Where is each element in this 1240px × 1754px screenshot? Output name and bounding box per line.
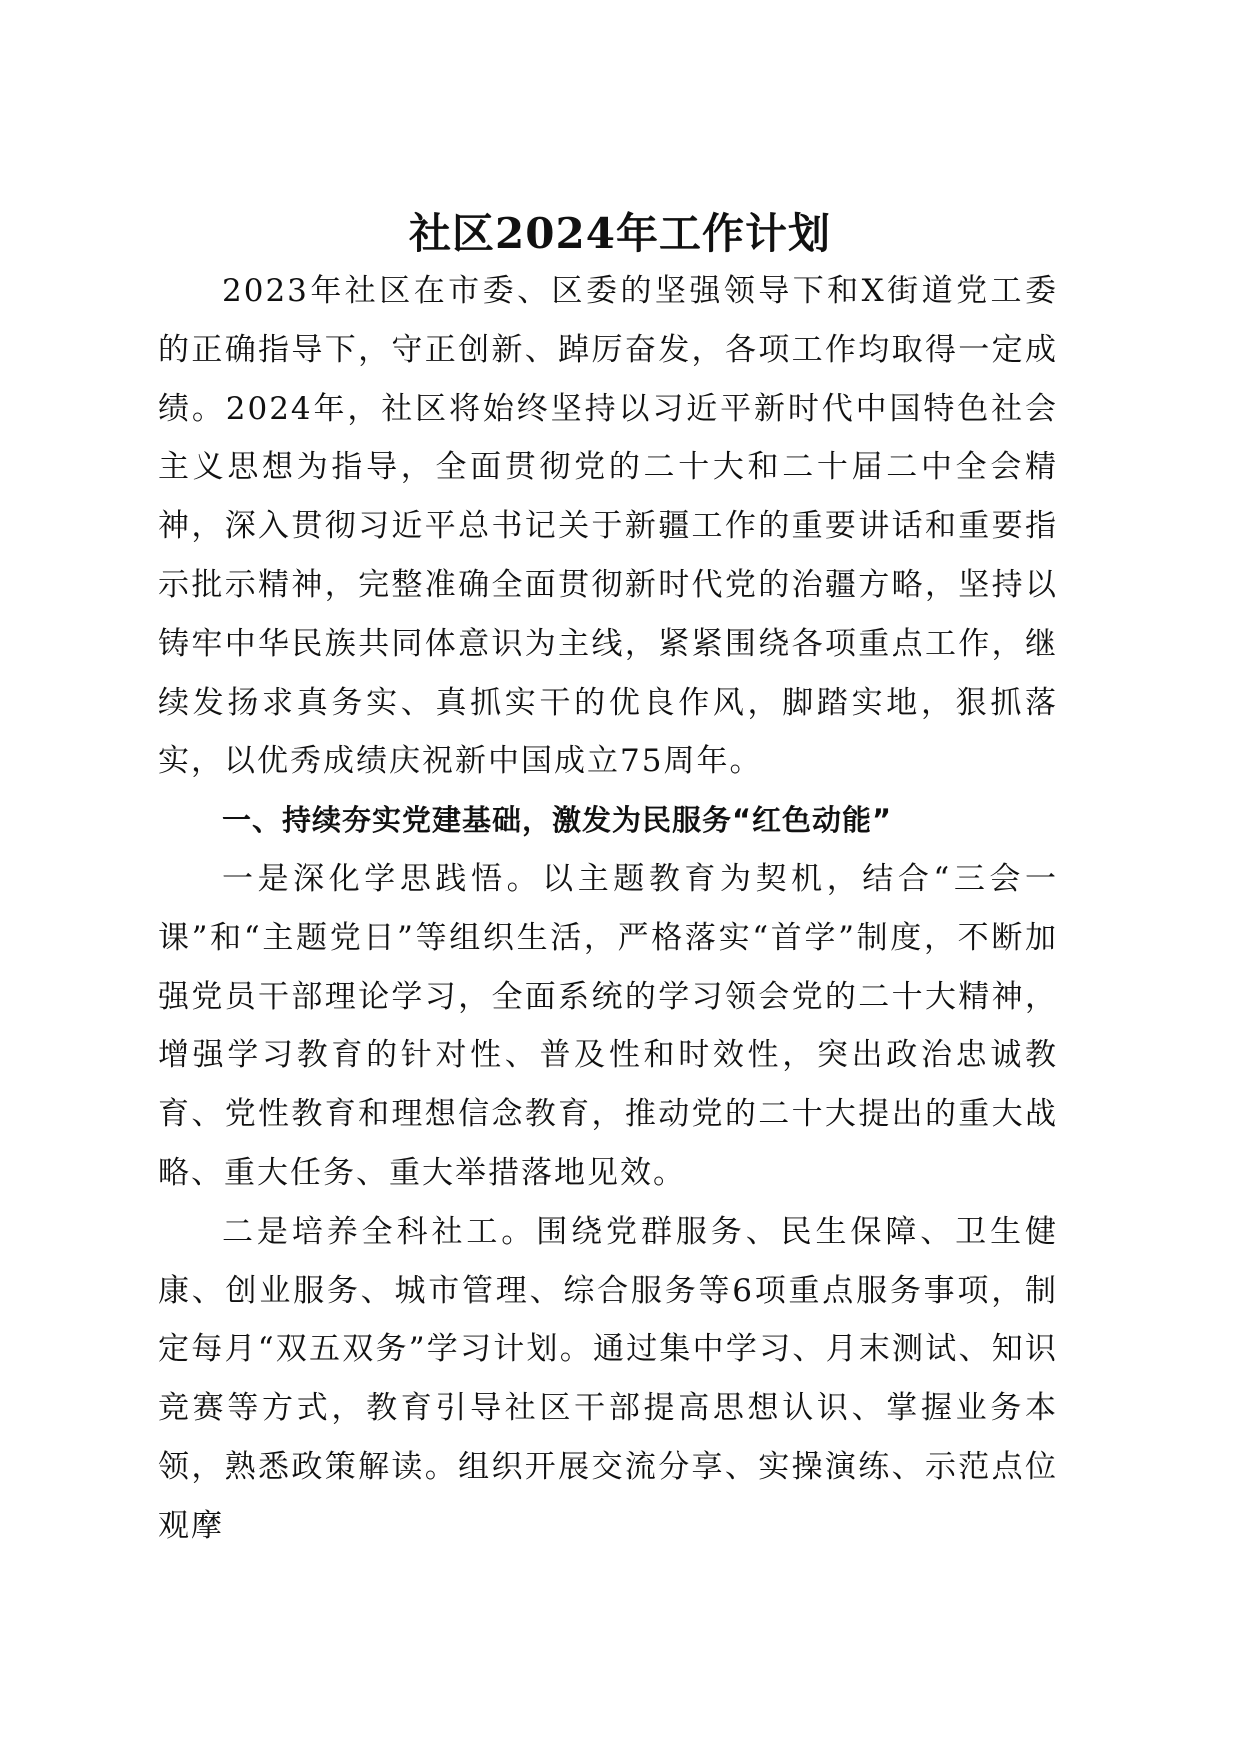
section-paragraph-1: 一是深化学思践悟。以主题教育为契机，结合“三会一课”和“主题党日”等组织生活，严格落实“首学”制度，不断加强党员干部理论学习，全面系统的学习领会党的二十大精神，增强学习教育的针对性、普及性和时效性，突出政治忠诚教育、党性教育和理想信念教育，推动党的二十大提出的重大战略、重大任务、重大举措落地见效。 (158, 860, 1058, 1191)
section-heading: 一、持续夯实党建基础，激发为民服务“红色动能” (222, 803, 893, 838)
section-paragraph-2: 二是培养全科社工。围绕党群服务、民生保障、卫生健康、创业服务、城市管理、综合服务等6项重点服务事项，制定每月“双五双务”学习计划。通过集中学习、月末测试、知识竞赛等方式，教育引导社区干部提高思想认识、掌握业务本领，熟悉政策解读。组织开展交流分享、实操演练、示范点位观摩 (158, 1213, 1058, 1544)
intro-paragraph: 2023年社区在市委、区委的坚强领导下和X街道党工委的正确指导下，守正创新、踔厉奋发，各项工作均取得一定成绩。2024年，社区将始终坚持以习近平新时代中国特色社会主义思想为指导，全面贯彻党的二十大和二十届二中全会精神，深入贯彻习近平总书记关于新疆工作的重要讲话和重要指示批示精神，完整准确全面贯彻新时代党的治疆方略，坚持以铸牢中华民族共同体意识为主线，紧紧围绕各项重点工作，继续发扬求真务实、真抓实干的优良作风，脚踏实地，狠抓落实，以优秀成绩庆祝新中国成立75周年。 (158, 273, 1058, 780)
document-body (158, 262, 1058, 1556)
document-title: 社区2024年工作计划 (409, 209, 831, 259)
